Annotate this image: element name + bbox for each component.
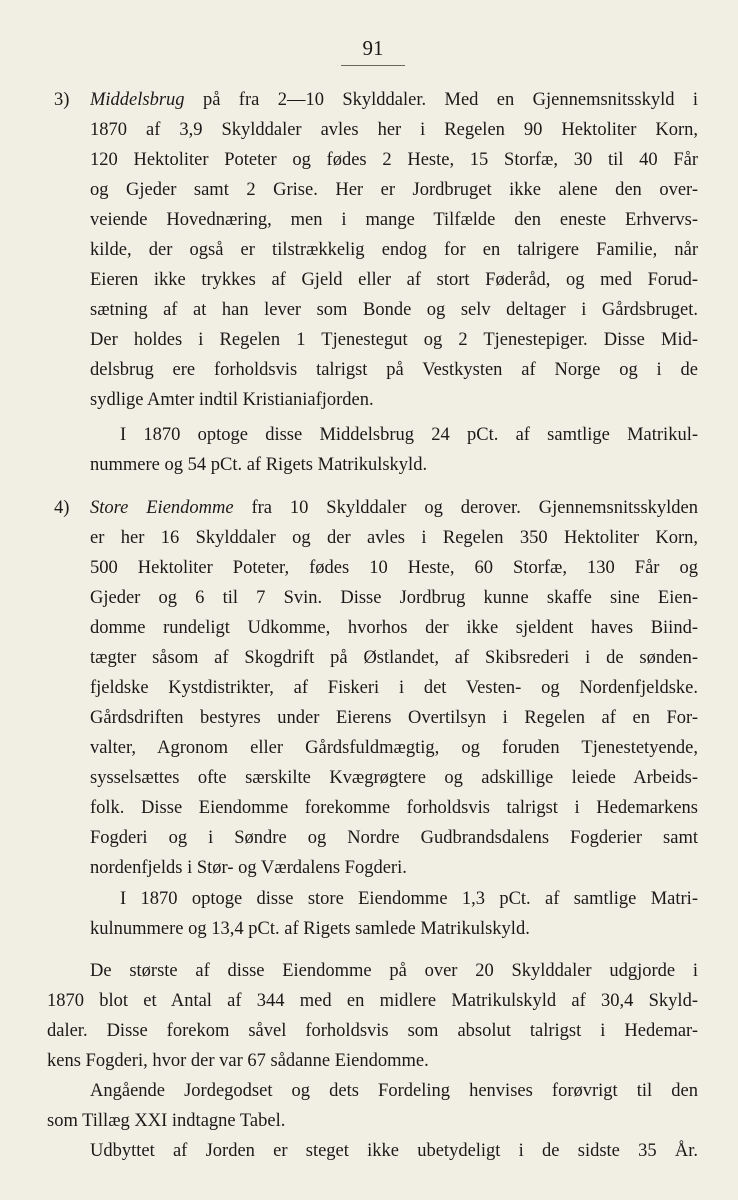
- section-4-line-3: 500 Hektoliter Poteter, fødes 10 Heste, 60 Storfæ, 130 Får og: [90, 558, 698, 578]
- section-3-line-11: sydlige Amter indtil Kristianiafjorden.: [90, 390, 374, 410]
- section-3-line-2: 1870 af 3,9 Skylddaler avles her i Regelen 90 Hektoliter Korn,: [90, 120, 698, 140]
- section-4-line-7: fjeldske Kystdistrikter, af Fiskeri i det Vesten- og Nordenfjeldske.: [90, 678, 698, 698]
- section-4-line-10: sysselsættes ofte særskilte Kvægrøgtere og adskillige leiede Arbeids-: [90, 768, 698, 788]
- section-4-para2-line-1: I 1870 optoge disse store Eiendomme 1,3 pCt. af samtlige Matri-: [120, 889, 698, 909]
- section-3-para2-line-2: nummere og 54 pCt. af Rigets Matrikulskyld.: [90, 455, 428, 475]
- body-para-1-line-3: daler. Disse forekom såvel forholdsvis som absolut talrigst i Hedemar-: [47, 1021, 698, 1041]
- section-3-line-1: [90, 85, 698, 115]
- section-4-number: 4): [54, 498, 70, 518]
- section-4-line-6: tægter såsom af Skogdrift på Østlandet, af Skibsrederi i de sønden-: [90, 648, 698, 668]
- section-4-heading: Store Eiendomme: [90, 498, 234, 518]
- section-3-heading: Middelsbrug: [90, 90, 185, 110]
- body-para-2-line-1: Angående Jordegodset og dets Fordeling henvises forøvrigt til den: [90, 1081, 698, 1101]
- section-4-line-1: [90, 493, 698, 523]
- body-para-1-line-4: kens Fogderi, hvor der var 67 sådanne Eiendomme.: [47, 1051, 429, 1071]
- section-4-para2-line-2: kulnummere og 13,4 pCt. af Rigets samlede Matrikulskyld.: [90, 919, 530, 939]
- section-3-line-10: delsbrug ere forholdsvis talrigst på Vestkysten af Norge og i de: [90, 360, 698, 380]
- section-3-line-3: 120 Hektoliter Poteter og fødes 2 Heste, 15 Storfæ, 30 til 40 Får: [90, 150, 698, 170]
- section-3-para2-line-1: I 1870 optoge disse Middelsbrug 24 pCt. af samtlige Matrikul-: [120, 425, 698, 445]
- section-3-line-7: Eieren ikke trykkes af Gjeld eller af stort Føderåd, og med Forud-: [90, 270, 698, 290]
- section-4-line-13: nordenfjelds i Stør- og Værdalens Fogderi.: [90, 858, 407, 878]
- section-3-line-8: sætning af at han lever som Bonde og selv deltager i Gårdsbruget.: [90, 300, 698, 320]
- body-para-2-line-2: som Tillæg XXI indtagne Tabel.: [47, 1111, 286, 1131]
- section-3-number: 3): [54, 90, 70, 110]
- section-3-line-1-text: på fra 2—10 Skylddaler. Med en Gjennemsnitsskyld i: [184, 90, 698, 110]
- section-4-line-9: valter, Agronom eller Gårdsfuldmægtig, og foruden Tjenestetyende,: [90, 738, 698, 758]
- page-number: 91: [341, 36, 405, 66]
- section-3-line-9: Der holdes i Regelen 1 Tjenestegut og 2 Tjenestepiger. Disse Mid-: [90, 330, 698, 350]
- section-3-line-5: veiende Hovednæring, men i mange Tilfælde den eneste Erhvervs-: [90, 210, 698, 230]
- section-4-line-12: Fogderi og i Søndre og Nordre Gudbrandsdalens Fogderier samt: [90, 828, 698, 848]
- section-3-line-4: og Gjeder samt 2 Grise. Her er Jordbruget ikke alene den over-: [90, 180, 698, 200]
- section-4-line-11: folk. Disse Eiendomme forekomme forholdsvis talrigst i Hedemarkens: [90, 798, 698, 818]
- body-para-1-line-1: De største af disse Eiendomme på over 20 Skylddaler udgjorde i: [90, 961, 698, 981]
- body-para-3-line-1: Udbyttet af Jorden er steget ikke ubetydeligt i de sidste 35 År.: [90, 1141, 698, 1161]
- section-3-line-6: kilde, der også er tilstrækkelig endog for en talrigere Familie, når: [90, 240, 698, 260]
- section-4-line-4: Gjeder og 6 til 7 Svin. Disse Jordbrug kunne skaffe sine Eien-: [90, 588, 698, 608]
- section-4-line-5: domme rundeligt Udkomme, hvorhos der ikke sjeldent haves Biind-: [90, 618, 698, 638]
- body-para-1-line-2: 1870 blot et Antal af 344 med en midlere Matrikulskyld af 30,4 Skyld-: [47, 991, 698, 1011]
- section-4-line-1-text: fra 10 Skylddaler og derover. Gjennemsnitsskylden: [233, 498, 698, 518]
- section-4-line-2: er her 16 Skylddaler og der avles i Regelen 350 Hektoliter Korn,: [90, 528, 698, 548]
- section-4-line-8: Gårdsdriften bestyres under Eierens Overtilsyn i Regelen af en For-: [90, 708, 698, 728]
